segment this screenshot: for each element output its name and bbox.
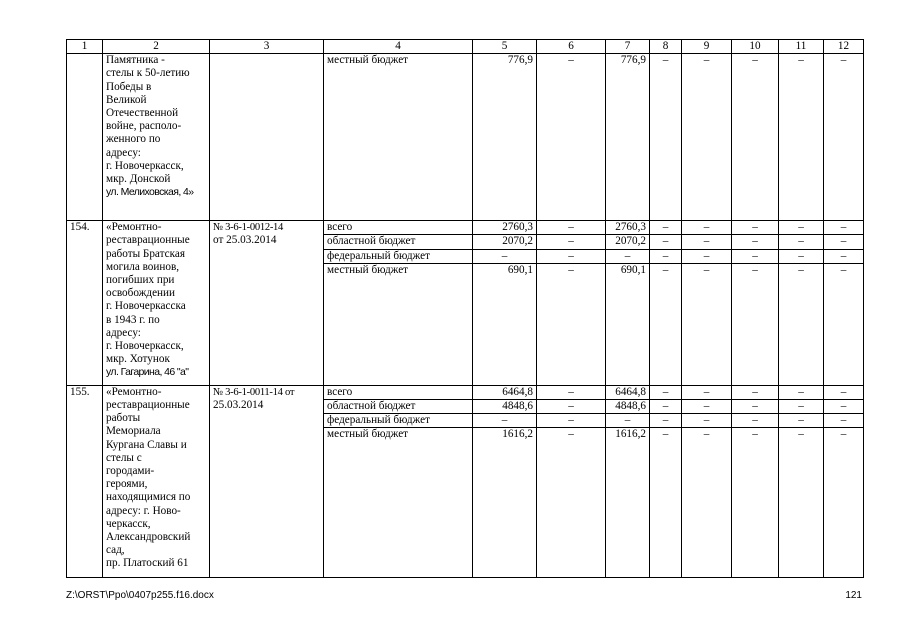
value-col10: – [732, 249, 779, 263]
value-col7: 6464,8 [606, 385, 650, 399]
object-line: в 1943 г. по [106, 313, 160, 326]
value-col11: – [779, 235, 824, 249]
value-col11: – [779, 400, 824, 414]
value-col10: – [732, 385, 779, 399]
funding-source: местный бюджет [324, 54, 473, 221]
value-col8: – [650, 414, 682, 428]
value-col12: – [824, 249, 864, 263]
object-line: г. Новочеркасск, [106, 159, 184, 172]
value-col6: – [537, 54, 606, 221]
value-col12: – [824, 400, 864, 414]
value-col5: 1616,2 [473, 428, 537, 578]
object-line: мкр. Хотунок [106, 353, 170, 366]
col-header: 11 [779, 40, 824, 54]
value-col6: – [537, 235, 606, 249]
document-cell [210, 385, 324, 578]
object-line: могила воинов, [106, 260, 180, 273]
value-col8: – [650, 385, 682, 399]
value-col5: 690,1 [473, 263, 537, 385]
document-number: № 3-6-1-0012-14 [213, 222, 284, 234]
value-col7: – [606, 249, 650, 263]
value-col9: – [682, 414, 732, 428]
page-number: 121 [845, 590, 862, 601]
table-row [67, 54, 864, 221]
col-header: 3 [210, 40, 324, 54]
object-cell [103, 221, 210, 386]
value-col5: 2760,3 [473, 221, 537, 235]
object-line: адресу: [106, 146, 141, 159]
object-line: героями, [106, 478, 148, 491]
object-line: г. Новочеркасск, [106, 340, 184, 353]
value-col6: – [537, 385, 606, 399]
col-header: 10 [732, 40, 779, 54]
row-number-cell: 155. [67, 385, 103, 578]
object-line: работы Братская [106, 247, 185, 260]
value-col10: – [732, 235, 779, 249]
object-line: г. Новочеркасска [106, 300, 186, 313]
value-col7: 1616,2 [606, 428, 650, 578]
object-line: Победы в [106, 80, 152, 93]
col-header: 2 [103, 40, 210, 54]
value-col8: – [650, 54, 682, 221]
object-line: Кургана Славы и [106, 438, 187, 451]
value-col11: – [779, 263, 824, 385]
object-line: адресу: [106, 326, 141, 339]
object-line: Великой [106, 93, 147, 106]
value-col12: – [824, 263, 864, 385]
value-col11: – [779, 221, 824, 235]
value-col8: – [650, 235, 682, 249]
funding-source: областной бюджет [324, 400, 473, 414]
object-line: освобождении [106, 287, 175, 300]
funding-source: всего [324, 221, 473, 235]
funding-source: местный бюджет [324, 263, 473, 385]
value-col9: – [682, 400, 732, 414]
value-col10: – [732, 414, 779, 428]
value-col5: 4848,6 [473, 400, 537, 414]
object-line: женного по [106, 133, 161, 146]
value-col11: – [779, 385, 824, 399]
object-line: работы [106, 412, 141, 425]
value-col10: – [732, 221, 779, 235]
document-date: 25.03.2014 [213, 399, 264, 412]
value-col11: – [779, 428, 824, 578]
value-col5: 776,9 [473, 54, 537, 221]
value-col12: – [824, 54, 864, 221]
value-col5: – [473, 414, 537, 428]
file-path-footer: Z:\ORST\Ppo\0407p255.f16.docx [66, 590, 214, 601]
value-col12: – [824, 428, 864, 578]
funding-source: всего [324, 385, 473, 399]
document-date: от 25.03.2014 [213, 234, 277, 247]
object-cell [103, 385, 210, 578]
value-col7: 2070,2 [606, 235, 650, 249]
column-number-row [67, 40, 864, 54]
value-col9: – [682, 385, 732, 399]
funding-source: областной бюджет [324, 235, 473, 249]
value-col8: – [650, 263, 682, 385]
value-col5: 6464,8 [473, 385, 537, 399]
value-col9: – [682, 54, 732, 221]
value-col5: 2070,2 [473, 235, 537, 249]
value-col6: – [537, 221, 606, 235]
object-line: сад, [106, 544, 125, 557]
object-line: находящимися по [106, 491, 191, 504]
funding-source: федеральный бюджет [324, 249, 473, 263]
table-row [67, 385, 864, 399]
object-line: погибших при [106, 274, 175, 287]
value-col9: – [682, 221, 732, 235]
object-line: Александровский [106, 531, 191, 544]
value-col5: – [473, 249, 537, 263]
value-col11: – [779, 54, 824, 221]
funding-source: местный бюджет [324, 428, 473, 578]
object-line: реставрационные [106, 234, 190, 247]
value-col12: – [824, 221, 864, 235]
col-header: 1 [67, 40, 103, 54]
value-col11: – [779, 249, 824, 263]
object-line: «Ремонтно- [106, 221, 162, 234]
value-col10: – [732, 400, 779, 414]
row-number-cell: 154. [67, 221, 103, 386]
object-line: пр. Платоский 61 [106, 557, 189, 570]
col-header: 4 [324, 40, 473, 54]
object-line: «Ремонтно- [106, 385, 162, 398]
value-col6: – [537, 400, 606, 414]
value-col9: – [682, 249, 732, 263]
object-line: Мемориала [106, 425, 161, 438]
table-row [67, 221, 864, 235]
value-col10: – [732, 428, 779, 578]
value-col6: – [537, 414, 606, 428]
value-col8: – [650, 249, 682, 263]
object-line: городами- [106, 465, 155, 478]
value-col9: – [682, 263, 732, 385]
document-cell [210, 54, 324, 221]
object-cell [103, 54, 210, 221]
value-col7: 4848,6 [606, 400, 650, 414]
object-line: адресу: г. Ново- [106, 504, 181, 517]
value-col10: – [732, 263, 779, 385]
value-col7: – [606, 414, 650, 428]
object-line: ул. Мелиховская, 4» [106, 186, 194, 199]
value-col9: – [682, 235, 732, 249]
value-col6: – [537, 263, 606, 385]
value-col6: – [537, 249, 606, 263]
object-line: реставрационные [106, 399, 190, 412]
object-line: войне, располо- [106, 120, 182, 133]
object-line: Отечественной [106, 107, 179, 120]
value-col8: – [650, 221, 682, 235]
object-line: ул. Гагарина, 46 "а" [106, 366, 189, 379]
value-col12: – [824, 414, 864, 428]
value-col9: – [682, 428, 732, 578]
value-col11: – [779, 414, 824, 428]
object-line: мкр. Донской [106, 173, 171, 186]
col-header: 8 [650, 40, 682, 54]
col-header: 5 [473, 40, 537, 54]
document-cell [210, 221, 324, 386]
value-col12: – [824, 235, 864, 249]
value-col8: – [650, 400, 682, 414]
object-line: Памятника - [106, 54, 165, 67]
document-number: № 3-6-1-0011-14 от [213, 386, 295, 398]
value-col7: 2760,3 [606, 221, 650, 235]
row-number-cell [67, 54, 103, 221]
col-header: 9 [682, 40, 732, 54]
object-line: черкасск, [106, 517, 151, 530]
col-header: 6 [537, 40, 606, 54]
value-col6: – [537, 428, 606, 578]
value-col7: 776,9 [606, 54, 650, 221]
funding-source: федеральный бюджет [324, 414, 473, 428]
object-line: стелы к 50-летию [106, 67, 190, 80]
col-header: 12 [824, 40, 864, 54]
object-line: стелы с [106, 451, 142, 464]
value-col10: – [732, 54, 779, 221]
value-col7: 690,1 [606, 263, 650, 385]
value-col8: – [650, 428, 682, 578]
budget-table [66, 39, 864, 578]
value-col12: – [824, 385, 864, 399]
col-header: 7 [606, 40, 650, 54]
